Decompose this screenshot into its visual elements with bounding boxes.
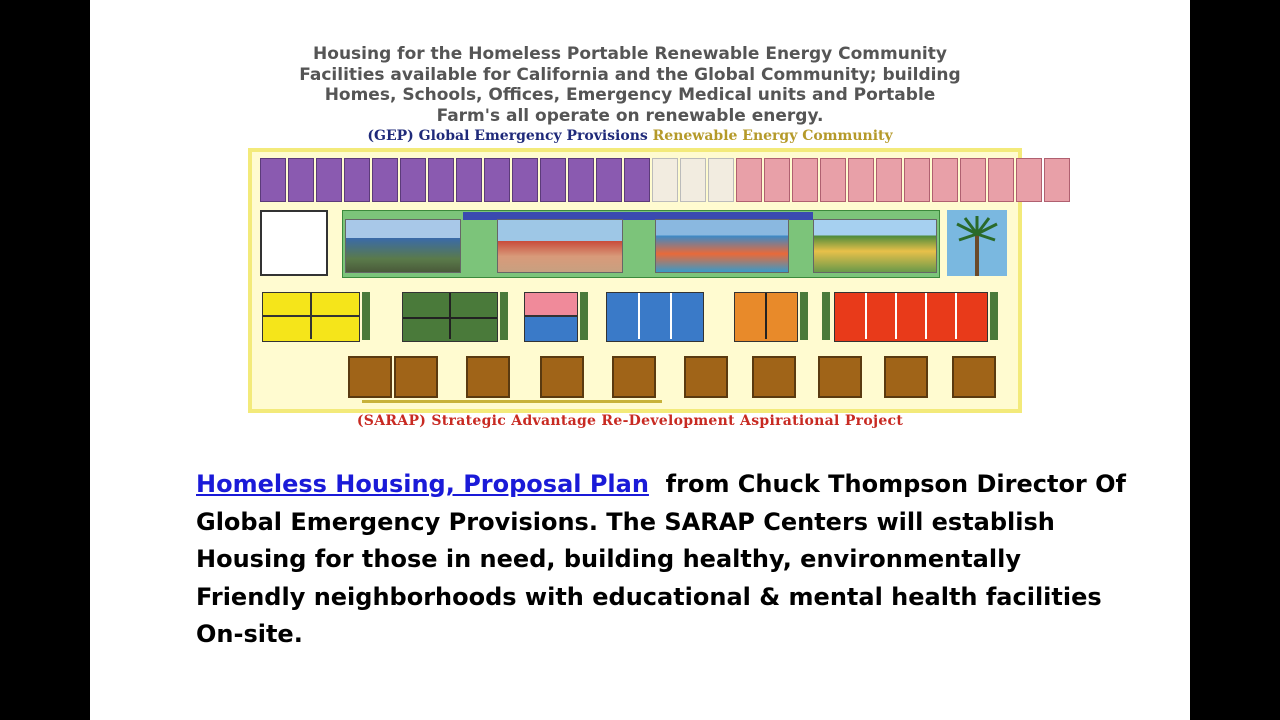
community-sign (260, 210, 328, 276)
unit-cell (344, 158, 370, 202)
comfort-room-bottom (524, 316, 578, 342)
park-band (342, 210, 940, 278)
unit-cell (820, 158, 846, 202)
module-box (612, 356, 656, 398)
unit-cell (456, 158, 482, 202)
playground-photo-3 (655, 219, 789, 273)
module-box (348, 356, 392, 398)
playground-photo-2 (497, 219, 623, 273)
unit-cell (624, 158, 650, 202)
gep-title (240, 128, 1020, 144)
module-box (884, 356, 928, 398)
module-box (952, 356, 996, 398)
comfort-room-top (524, 292, 578, 316)
volleyball-court (262, 292, 360, 342)
housing-units-strip (260, 158, 1070, 200)
module-box (540, 356, 584, 398)
diagram-title (240, 44, 1020, 126)
unit-cell (1044, 158, 1070, 202)
title-line-1: Housing for the Homeless Portable Renewable Energy Community (313, 44, 947, 64)
module-box (466, 356, 510, 398)
description-body: from Chuck Thompson Director Of Global Emergency Provisions. The SARAP Centers will establish Housing for those in need, building healthy, environmentally Friendly neighborhoods with educational & mental health facilities On-site. (196, 470, 1126, 648)
admin-cell (652, 158, 678, 202)
basketball-court (734, 292, 798, 342)
title-line-4: Farm's all operate on renewable energy. (436, 105, 824, 126)
unit-cell (372, 158, 398, 202)
unit-cell (736, 158, 762, 202)
unit-cell (904, 158, 930, 202)
unit-cell (764, 158, 790, 202)
module-box (684, 356, 728, 398)
slide (90, 0, 1190, 720)
unit-cell (484, 158, 510, 202)
unit-cell (596, 158, 622, 202)
module-box (818, 356, 862, 398)
unit-cell (848, 158, 874, 202)
unit-cell (260, 158, 286, 202)
unit-cell (568, 158, 594, 202)
unit-cell (428, 158, 454, 202)
sarap-title: (SARAP) Strategic Advantage Re-Development Aspirational Project (356, 413, 904, 429)
gep-title-part1: (GEP) Global Emergency Provisions (367, 128, 648, 144)
site-plan-diagram (248, 148, 1022, 413)
palm-tower-photo (947, 210, 1007, 276)
basketball-side-panel (800, 292, 808, 340)
health-club-side-panel-right (990, 292, 998, 340)
description-paragraph (196, 466, 1136, 654)
unit-cell (540, 158, 566, 202)
volleyball-side-panel (362, 292, 370, 340)
title-line-2: Facilities available for California and the Global Community; building (299, 64, 961, 85)
tennis-court (402, 292, 498, 342)
playground-photo-1 (345, 219, 461, 273)
unit-cell (876, 158, 902, 202)
tennis-side-panel (500, 292, 508, 340)
palm-tree-icon (947, 210, 1007, 276)
module-box (394, 356, 438, 398)
unit-cell (960, 158, 986, 202)
unit-cell (1016, 158, 1042, 202)
health-club-side-panel (822, 292, 830, 340)
admin-cell (708, 158, 734, 202)
gep-title-part2: Renewable Energy Community (652, 128, 893, 144)
unit-cell (932, 158, 958, 202)
module-box (752, 356, 796, 398)
bottom-caption-bar (362, 400, 662, 403)
health-club-office (834, 292, 988, 342)
comfort-side-panel (580, 292, 588, 340)
unit-cell (400, 158, 426, 202)
title-line-3: Homes, Schools, Offices, Emergency Medical units and Portable (324, 85, 936, 105)
unit-cell (988, 158, 1014, 202)
admin-cell (680, 158, 706, 202)
unit-cell (316, 158, 342, 202)
unit-cell (288, 158, 314, 202)
proposal-plan-link[interactable]: Homeless Housing, Proposal Plan (196, 470, 649, 498)
unit-cell (792, 158, 818, 202)
playground-photo-4 (813, 219, 937, 273)
olympic-pool (606, 292, 704, 342)
homes-note-text (262, 356, 330, 398)
unit-cell (512, 158, 538, 202)
